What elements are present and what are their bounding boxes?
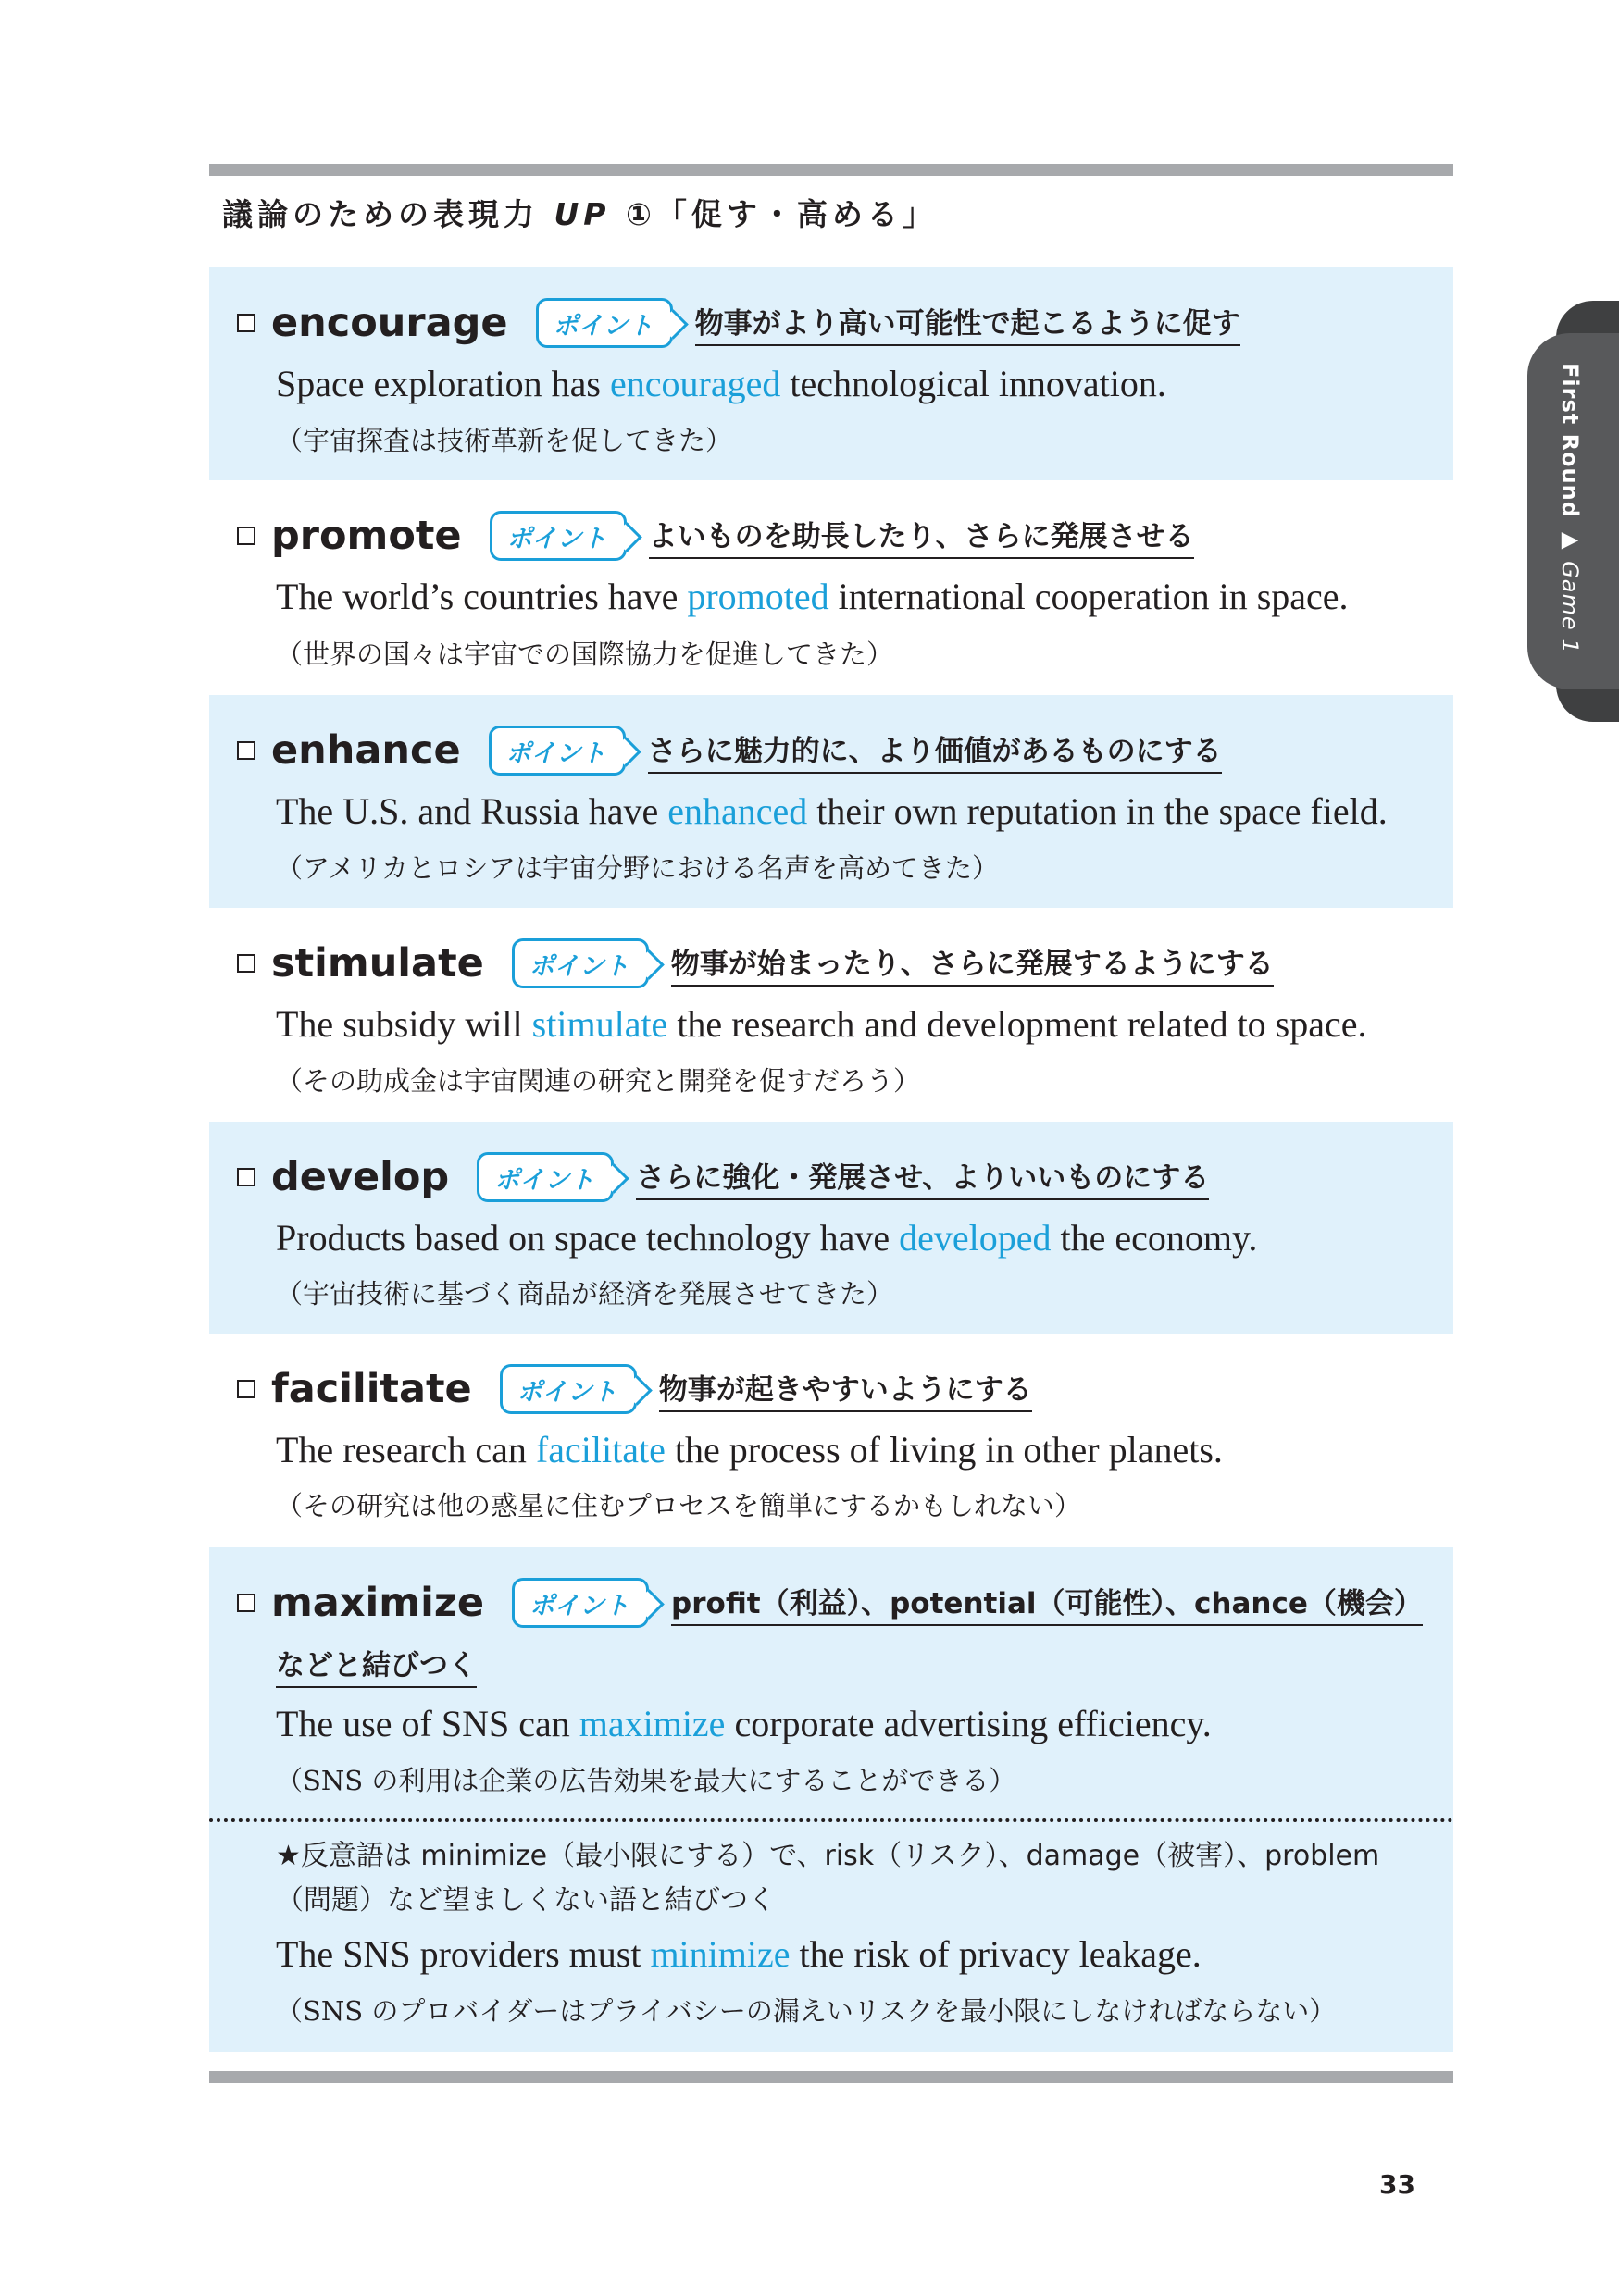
checkbox[interactable]	[237, 741, 255, 760]
translation: （アメリカとロシアは宇宙分野における名声を高めてきた）	[276, 852, 999, 884]
arrow-icon	[634, 949, 665, 980]
checkbox[interactable]	[237, 954, 255, 973]
side-tab-label: First Round ▶ Game 1	[1557, 363, 1583, 654]
usage-note: 物事がより高い可能性で起こるように促す	[695, 300, 1240, 346]
section-heading: 議論のための表現力 UP ①「促す・高める」	[222, 196, 938, 232]
example-sentence: Products based on space technology have developed the economy.	[276, 1217, 1258, 1259]
entry-promote	[209, 480, 1453, 695]
usage-note: さらに魅力的に、より価値があるものにする	[648, 727, 1222, 774]
entry-maximize	[209, 1547, 1453, 2052]
translation: （その研究は他の惑星に住むプロセスを簡単にするかもしれない）	[276, 1490, 1082, 1521]
arrow-icon	[658, 309, 689, 340]
translation: （宇宙探査は技術革新を促してきた）	[276, 425, 733, 456]
example-sentence: The U.S. and Russia have enhanced their own reputation in the space field.	[276, 790, 1388, 832]
usage-note: さらに強化・発展させ、よりいいものにする	[636, 1154, 1209, 1200]
top-rule	[209, 164, 1453, 176]
point-tag: ポイント	[500, 1364, 637, 1414]
point-tag: ポイント	[489, 726, 626, 776]
arrow-icon	[599, 1163, 629, 1194]
translation: （SNS の利用は企業の広告効果を最大にすることができる）	[276, 1765, 1016, 1796]
entry-enhance	[209, 695, 1453, 908]
arrow-icon	[612, 522, 642, 552]
page-number: 33	[1379, 2169, 1415, 2200]
antonym-note: ★反意語は minimize（最小限にする）で、risk（リスク）、damage（被害）、problem（問題）など望ましくない語と結びつく	[276, 1840, 1380, 1917]
checkbox[interactable]	[237, 314, 255, 332]
headword: encourage	[271, 300, 508, 346]
point-tag: ポイント	[490, 511, 627, 561]
example-sentence: Space exploration has encouraged technological innovation.	[276, 363, 1166, 404]
usage-note: profit（利益）、potential（可能性）、chance（機会）	[671, 1580, 1423, 1626]
point-tag: ポイント	[512, 938, 649, 988]
point-tag: ポイント	[536, 298, 673, 348]
example-sentence: The world’s countries have promoted international cooperation in space.	[276, 576, 1349, 617]
usage-note: よいものを助長したり、さらに発展させる	[649, 513, 1194, 559]
arrow-icon	[611, 737, 641, 767]
arrow-icon	[622, 1375, 653, 1406]
checkbox[interactable]	[237, 1380, 255, 1398]
headword: enhance	[271, 727, 461, 774]
checkbox[interactable]	[237, 527, 255, 545]
dotted-divider	[209, 1818, 1453, 1822]
usage-note: 物事が起きやすいようにする	[659, 1366, 1032, 1412]
point-tag: ポイント	[512, 1578, 649, 1628]
headword: facilitate	[271, 1366, 472, 1412]
entry-develop	[209, 1122, 1453, 1334]
headword: maximize	[271, 1580, 485, 1626]
checkbox[interactable]	[237, 1594, 255, 1612]
headword: promote	[271, 513, 462, 559]
entry-stimulate	[209, 908, 1453, 1122]
headword: develop	[271, 1154, 450, 1200]
arrow-icon	[634, 1589, 665, 1620]
example-sentence: The use of SNS can maximize corporate advertising efficiency.	[276, 1703, 1212, 1744]
entry-facilitate	[209, 1334, 1453, 1547]
translation: （宇宙技術に基づく商品が経済を発展させてきた）	[276, 1278, 894, 1309]
usage-note: 物事が始まったり、さらに発展するようにする	[671, 940, 1274, 987]
example-sentence: The research can facilitate the process of living in other planets.	[276, 1429, 1223, 1471]
checkbox[interactable]	[237, 1168, 255, 1186]
bottom-rule	[209, 2071, 1453, 2083]
headword: stimulate	[271, 940, 484, 987]
translation: （その助成金は宇宙関連の研究と開発を促すだろう）	[276, 1065, 921, 1097]
translation: （世界の国々は宇宙での国際協力を促進してきた）	[276, 639, 894, 670]
point-tag: ポイント	[477, 1152, 614, 1202]
example-sentence-antonym: The SNS providers must minimize the risk of privacy leakage.	[276, 1933, 1202, 1975]
example-sentence: The subsidy will stimulate the research and development related to space.	[276, 1003, 1367, 1045]
translation-antonym: （SNS のプロバイダーはプライバシーの漏えいリスクを最小限にしなければならない）	[276, 1995, 1337, 2027]
usage-note-continued: などと結びつく	[276, 1642, 477, 1688]
entry-encourage	[209, 267, 1453, 480]
